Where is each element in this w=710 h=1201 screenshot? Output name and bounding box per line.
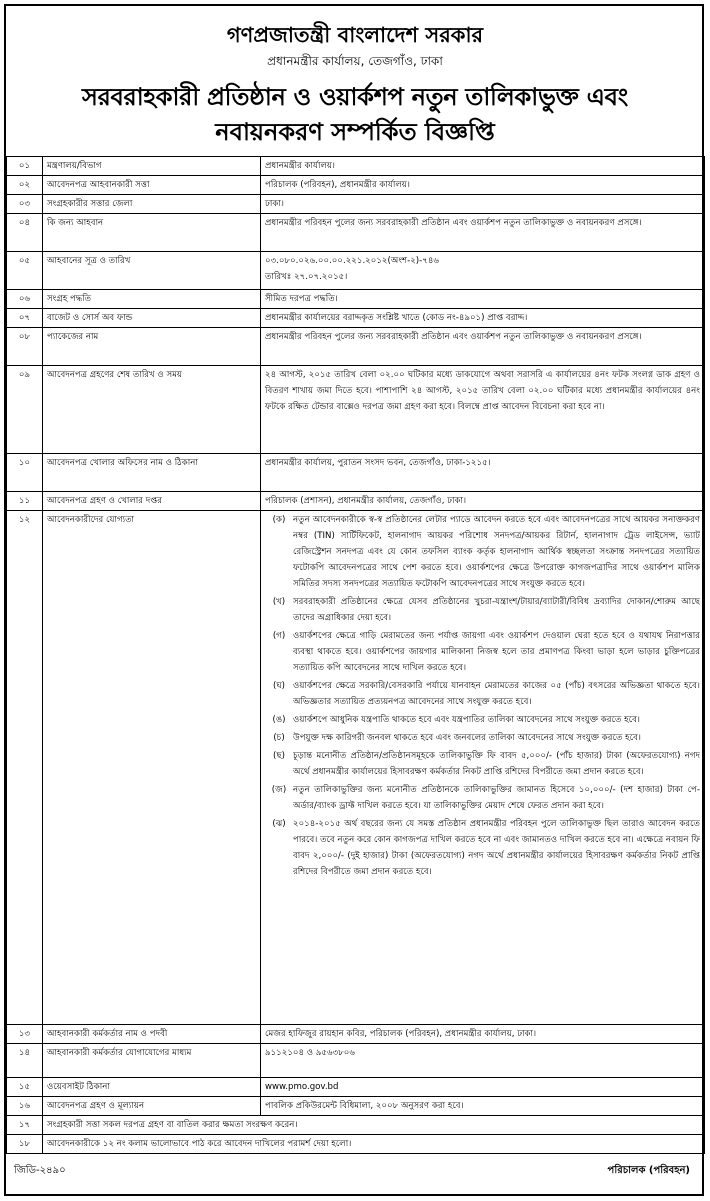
memo-number: ০৩.০৮০.০২৬.০০.০০.২২১.২০১২(অংশ-২)-৭৪৬ [265,256,439,266]
list-item [265,628,700,678]
row-number: ১৬ [7,1097,43,1116]
item-text: ২০১৪-২০১৫ অর্থ বছরের জন্য যে সমস্ত প্রতিষ্ঠান প্রধানমন্ত্রীর পরিবহন পুলে তালিকাভুক্ত ছিল তারাও আবেদন করতে পারবে। তবে নতুন করে কোন কাগজপত্র দাখিল করতে হবে না এবং জামানতও দাখিল করতে হবে না। এক্ষেত্রে নবায়ন ফি বাবদ ২,০০০/- (দুই হাজার) টাকা (অফেরতযোগ্য) নগদ অর্থে প্রধানমন্ত্রীর কার্যালয়ের হিসাবরক্ষণ কর্মকর্তার নিকট প্রাপ্তি রশিদের বিপরীতে জমা প্রদান করতে হবে। [293,819,700,877]
item-text: চূড়ান্ত মনোনীত প্রতিষ্ঠান/প্রতিষ্ঠানসমূহকে তালিকাভুক্তি ফি বাবদ ৫,০০০/- (পাঁচ হাজার) টাকা (অফেরতযোগ্য) নগদ অর্থে প্রধানমন্ত্রীর কার্যালয়ের হিসাবরক্ষণ কর্মকর্তার নিকট প্রাপ্তি রশিদের বিপরীতে জমা প্রদান করতে হবে। [293,751,700,777]
item-text: ওয়ার্কশপের ক্ষেত্রে গাড়ি মেরামতের জন্য পর্যাপ্ত জায়গা এবং ওয়ার্কশপ দেওয়াল ঘেরা হতে হবে ও যথাযথ নিরাপত্তার ব্যবস্থা থাকতে হবে। ওয়ার্কশপের জায়গার মালিকানা নিজস্ব হলে তার প্রমাণপত্র কিংবা ভাড়া হলে ভাড়ার চুক্তিপত্রের সত্যায়িত কপি আবেদনের সাথে দাখিল করতে হবে। [293,631,700,673]
item-marker: (জ) [271,785,287,795]
row-label: মন্ত্রণালয়/বিভাগ [43,157,261,176]
row-value: প্রধানমন্ত্রীর পরিবহন পুলের জন্য সরবরাহকারী প্রতিষ্ঠান এবং ওয়ার্কশপ নতুন তালিকাভুক্ত ও নবায়নকরণ প্রসঙ্গে। [261,328,705,366]
note-row [7,1135,705,1154]
list-item [265,748,700,782]
row-value: ঢাকা। [261,195,705,214]
table-row [7,1025,705,1044]
row-label: কি জন্য আহবান [43,214,261,252]
row-number: ০৮ [7,328,43,366]
notice-title-line2: নবায়নকরণ সম্পর্কিত বিজ্ঞপ্তি [215,118,495,146]
row-number: ০৪ [7,214,43,252]
row-number: ১৩ [7,1025,43,1044]
notice-title-line1: সরবরাহকারী প্রতিষ্ঠান ও ওয়ার্কশপ নতুন তালিকাভুক্ত এবং [82,83,628,111]
row-label: ওয়েবসাইট ঠিকানা [43,1078,261,1097]
list-item [265,594,700,628]
row-number: ০১ [7,157,43,176]
item-marker: (খ) [272,597,286,607]
row-label: প্যাকেজের নাম [43,328,261,366]
item-text: সরবরাহকারী প্রতিষ্ঠানের ক্ষেত্রে যেসব প্রতিষ্ঠানের খুচরা-যন্ত্রাংশ/টায়ার/ব্যাটারী/বিবিধ দ্রব্যাদির দোকান/শোরুম আছে তাদের অগ্রাধিকার দেয়া হবে। [293,597,700,623]
row-value: ২৪ আগস্ট, ২০১৫ তারিখ বেলা ০২.০০ ঘটিকার মধ্যে ডাকযোগে অথবা সরাসরি এ কার্যালয়ের ৪নং ফটক সংলগ্ন ডাক গ্রহণ ও বিতরণ শাখায় জমা দিতে হবে। পাশাপাশি ২৪ আগস্ট, ২০১৫ তারিখ বেলা ০২.০০ ঘটিকার মধ্যে প্রধানমন্ত্রীর কার্যালয়ের ৪নং ফটকে রক্ষিত টেন্ডার বাক্সেও দরপত্র জমা গ্রহণ করা হবে। বিলম্বে প্রাপ্ত আবেদন বিবেচনা করা হবে না। [261,366,705,454]
list-item [265,512,700,594]
row-value [261,252,705,290]
eligibility-list [261,511,705,1025]
item-text: নতুন তালিকাভুক্তির জন্য মনোনীত প্রতিষ্ঠানকে তালিকাভুক্তির জামানত হিসেবে ১০,০০০/- (দশ হাজার) টাকা পে-অর্ডার/ব্যাংক ড্রাফ্ট দাখিল করতে হবে। যা তালিকাভুক্তির মেয়াদ শেষে ফেরত প্রদান করা হবে। [293,785,700,811]
note-text: আবেদনকারীকে ১২ নং কলাম ভালোভাবে পাঠ করে আবেদন দাখিলের পরামর্শ দেয়া হলো। [43,1135,705,1154]
note-text: সংগ্রহকারী সত্তা সকল দরপত্র গ্রহণ বা বাতিল করার ক্ষমতা সংরক্ষণ করেন। [43,1116,705,1135]
table-row [7,157,705,176]
item-text: ওয়ার্কশপের ক্ষেত্রে সরকারি/বেসরকারি পর্যায়ে যানবাহন মেরামতের কাজের ০৫ (পাঁচ) বৎসরের অভিজ্ঞতা থাকতে হবে। অভিজ্ঞতার সত্যায়িত প্রত্যয়নপত্র আবেদনের সাথে সংযুক্ত করতে হবে। [293,681,700,707]
row-number: ০২ [7,176,43,195]
row-number: ১৮ [7,1135,43,1154]
item-text: ওয়ার্কশপে আধুনিক যন্ত্রপাতি থাকতে হবে এবং যন্ত্রপাতির তালিকা আবেদনের সাথে সংযুক্ত করতে হবে। [293,715,640,725]
row-label: আবেদনপত্র গ্রহণের শেষ তারিখ ও সময় [43,366,261,454]
item-marker: (চ) [273,733,285,743]
row-label: সংগ্রহকারীর সত্তার জেলা [43,195,261,214]
row-number: ০৯ [7,366,43,454]
row-value: প্রধানমন্ত্রীর কার্যালয়, পুরাতন সংসদ ভবন, তেজগাঁও, ঢাকা-১২১৫। [261,454,705,492]
row-label: আবেদনপত্র গ্রহণ ও খোলার দপ্তর [43,492,261,511]
item-text: উপযুক্ত দক্ষ কারিগরী জনবল থাকতে হবে এবং জনবলের তালিকা আবেদনের সাথে সংযুক্ত করতে হবে। [293,733,641,743]
list-item [265,782,700,816]
list-item [265,816,700,882]
row-label: আহবানকারী কর্মকর্তার নাম ও পদবী [43,1025,261,1044]
item-marker: (ক) [272,515,286,525]
table-row [7,328,705,366]
row-value: ৯১১২১০৪ ও ৯৫৬৩৮০৬ [261,1044,705,1078]
item-marker: (ঘ) [272,681,285,691]
list-item [265,730,700,748]
row-value: প্রধানমন্ত্রীর কার্যালয়। [261,157,705,176]
table-row [7,290,705,309]
row-number: ০৬ [7,290,43,309]
office-address: প্রধানমন্ত্রীর কার্যালয়, তেজগাঁও, ঢাকা [267,54,443,68]
row-label: আবেদনকারীদের যোগ্যতা [43,511,261,1025]
row-number: ১৭ [7,1116,43,1135]
row-number: ১২ [7,511,43,1025]
table-row [7,252,705,290]
table-row [7,176,705,195]
table-row [7,1044,705,1078]
row-label: সংগ্রহ পদ্ধতি [43,290,261,309]
row-value: প্রধানমন্ত্রীর কার্যালয়ের বরাদ্দকৃত সংশ্লিষ্ট খাতে (কোড নং-৪৯০১) প্রাপ্ত বরাদ্দ। [261,309,705,328]
table-row [7,454,705,492]
table-row [7,1078,705,1097]
item-marker: (ঝ) [272,819,286,829]
item-marker: (ছ) [273,751,285,761]
table-row [7,214,705,252]
row-value: মেজর হাফিজুর রায়হান কবির, পরিচালক (পরিবহন), প্রধানমন্ত্রীর কার্যালয়, ঢাকা। [261,1025,705,1044]
row-number: ০৩ [7,195,43,214]
row-label: আবেদনপত্র খোলার অফিসের নাম ও ঠিকানা [43,454,261,492]
memo-date: তারিখঃ ২৭.০৭.২০১৫। [265,272,348,282]
table-row [7,1097,705,1116]
table-row [7,492,705,511]
list-item [265,712,700,730]
website-link[interactable]: www.pmo.gov.bd [261,1078,705,1097]
row-number: ১০ [7,454,43,492]
notice-table [6,156,705,1154]
row-label: আবেদনপত্র গ্রহণ ও মূল্যায়ন [43,1097,261,1116]
row-label: আবেদনপত্র আহবানকারী সত্তা [43,176,261,195]
row-label: বাজেট ও সোর্স অব ফান্ড [43,309,261,328]
row-number: ১৫ [7,1078,43,1097]
row-value: পরিচালক (পরিবহন), প্রধানমন্ত্রীর কার্যালয়। [261,176,705,195]
row-label: আহবানের সূত্র ও তারিখ [43,252,261,290]
eligibility-row [7,511,705,1025]
row-number: ১১ [7,492,43,511]
row-value: পরিচালক (প্রশাসন), প্রধানমন্ত্রীর কার্যালয়, তেজগাঁও, ঢাকা। [261,492,705,511]
item-marker: (ঙ) [272,715,286,725]
table-row [7,309,705,328]
list-item [265,678,700,712]
row-value: পাবলিক প্রকিউরমেন্ট বিধিমালা, ২০০৮ অনুসরণ করা হবে। [261,1097,705,1116]
gd-code: জিডি-২৪৯০ [14,1165,66,1176]
note-row [7,1116,705,1135]
row-number: ১৪ [7,1044,43,1078]
item-text: নতুন আবেদনকারীকে স্ব-স্ব প্রতিষ্ঠানের লেটার প্যাডে আবেদন করতে হবে এবং আবেদনপত্রের সাথে আয়কর সনাক্তকরণ নম্বর (TIN) সার্টিফিকেট, হালনাগাদ আয়কর পরিশোধ সনদপত্র/আয়কর রিটার্ন, হালনাগাদ ট্রেড লাইসেন্স, ভ্যাট রেজিস্ট্রেশন সনদপত্র এবং যে কোন তফসিল ব্যাংক কর্তৃক হালনাগাদ আর্থিক স্বচ্ছলতা সংক্রান্ত সনদপত্রের সত্যায়িত ফটোকপি আবেদনপত্রের সাথে পেশ করতে হবে। ওয়ার্কশপের ক্ষেত্রে উপরোক্ত কাগজপত্রাদির সাথে ওয়ার্কশপ মালিক সমিতির সদস্য সনদপত্রের সত্যায়িত ফটোকপি আবেদনপত্রের সাথে সংযুক্ত করতে হবে। [293,515,700,589]
table-row [7,195,705,214]
row-value: সীমিত দরপত্র পদ্ধতি। [261,290,705,309]
government-name: গণপ্রজাতন্ত্রী বাংলাদেশ সরকার [226,23,484,47]
row-label: আহবানকারী কর্মকর্তার যোগাযোগের মাধ্যম [43,1044,261,1078]
item-marker: (গ) [272,631,286,641]
signature-designation: পরিচালক (পরিবহন) [607,1165,690,1176]
row-number: ০৭ [7,309,43,328]
table-row [7,366,705,454]
row-number: ০৫ [7,252,43,290]
row-value: প্রধানমন্ত্রীর পরিবহন পুলের জন্য সরবরাহকারী প্রতিষ্ঠান এবং ওয়ার্কশপ নতুন তালিকাভুক্ত ও নবায়নকরণ প্রসঙ্গে। [261,214,705,252]
